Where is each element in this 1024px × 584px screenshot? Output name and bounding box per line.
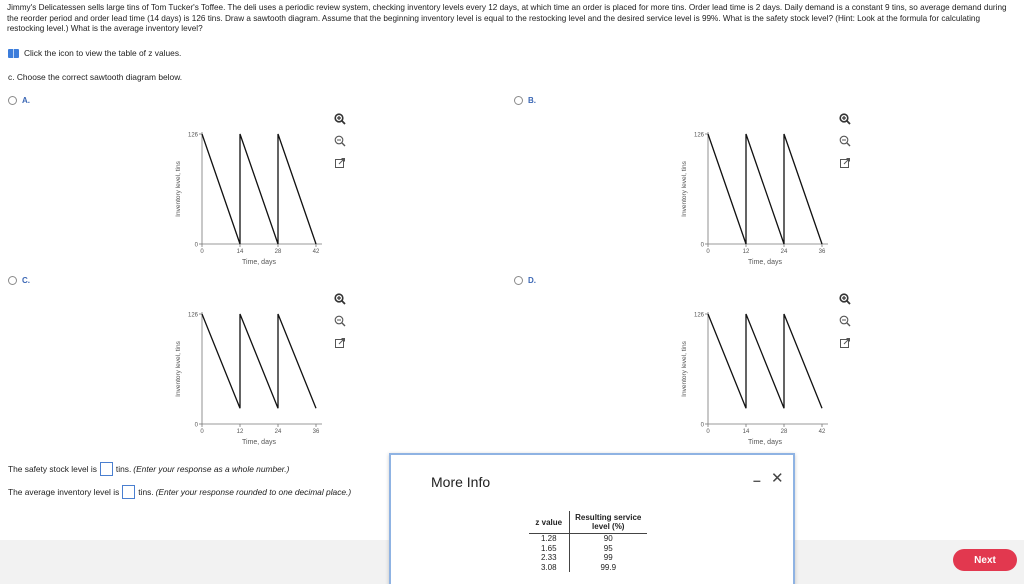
close-icon[interactable]: ✕ <box>771 470 784 487</box>
safety-stock-input[interactable] <box>100 462 113 476</box>
service-level-cell: 99 <box>569 553 647 563</box>
sawtooth-chart-a <box>170 124 330 270</box>
open-external-icon[interactable] <box>333 156 347 170</box>
x-tick-label: 12 <box>236 429 244 435</box>
x-tick-label: 42 <box>312 249 320 255</box>
x-tick-label: 14 <box>742 429 750 435</box>
x-tick-label: 36 <box>312 429 320 435</box>
sawtooth-series-line <box>202 134 316 244</box>
table-row <box>529 534 647 544</box>
open-external-icon[interactable] <box>838 156 852 170</box>
radio-option-a[interactable] <box>8 96 17 105</box>
x-axis-label: Time, days <box>242 439 276 446</box>
y-tick-label: 126 <box>187 312 198 319</box>
z-table-link[interactable] <box>8 48 181 58</box>
next-button[interactable]: Next <box>953 549 1017 571</box>
y-axis-label: Inventory level, tins <box>681 161 688 217</box>
y-tick-label: 0 <box>194 242 198 249</box>
x-tick-label: 36 <box>818 249 826 255</box>
option-b-label: B. <box>528 96 536 105</box>
book-icon[interactable] <box>8 49 19 58</box>
x-tick-label: 28 <box>780 429 788 435</box>
radio-option-c[interactable] <box>8 276 17 285</box>
option-c-label: C. <box>22 276 30 285</box>
x-tick-label: 42 <box>818 429 826 435</box>
y-axis-label: Inventory level, tins <box>175 341 182 397</box>
minimize-icon[interactable]: – <box>753 472 761 488</box>
zoom-out-icon[interactable] <box>838 314 852 328</box>
chart-b-tools <box>838 112 852 178</box>
service-level-cell: 90 <box>569 534 647 544</box>
option-a[interactable] <box>8 96 30 105</box>
y-axis-label: Inventory level, tins <box>175 161 182 217</box>
option-d-label: D. <box>528 276 536 285</box>
avg-inventory-hint: (Enter your response rounded to one decimal place.) <box>155 487 352 497</box>
y-tick-label: 126 <box>187 132 198 139</box>
sawtooth-chart-b <box>676 124 836 270</box>
avg-inventory-answer <box>8 485 351 499</box>
sawtooth-series-line <box>202 314 316 408</box>
y-tick-label: 0 <box>700 242 704 249</box>
z-value-header: z value <box>529 511 569 534</box>
z-value-cell: 1.65 <box>540 543 557 553</box>
option-c[interactable] <box>8 276 30 285</box>
safety-stock-answer <box>8 462 289 476</box>
x-tick-label: 0 <box>706 429 710 435</box>
avg-inventory-prefix: The average inventory level is <box>8 487 120 497</box>
sawtooth-series-line <box>708 314 822 408</box>
safety-stock-suffix: tins. <box>115 464 132 474</box>
table-row <box>529 544 647 554</box>
service-level-cell: 99.9 <box>569 563 647 573</box>
sawtooth-chart-c <box>170 304 330 450</box>
zoom-in-icon[interactable] <box>333 112 347 126</box>
part-c-prompt: c. Choose the correct sawtooth diagram below. <box>8 72 183 82</box>
x-tick-label: 0 <box>200 249 204 255</box>
avg-inventory-suffix: tins. <box>138 487 154 497</box>
z-value-cell: 3.08 <box>540 562 557 572</box>
sawtooth-chart-d <box>676 304 836 450</box>
option-a-label: A. <box>22 96 30 105</box>
open-external-icon[interactable] <box>333 336 347 350</box>
zoom-in-icon[interactable] <box>838 112 852 126</box>
x-tick-label: 0 <box>200 429 204 435</box>
table-row <box>529 553 647 563</box>
y-axis-label: Inventory level, tins <box>681 341 688 397</box>
zoom-in-icon[interactable] <box>333 292 347 306</box>
avg-inventory-input[interactable] <box>122 485 135 499</box>
y-tick-label: 126 <box>693 132 704 139</box>
chart-c-tools <box>333 292 347 358</box>
chart-d-tools <box>838 292 852 358</box>
zoom-out-icon[interactable] <box>333 134 347 148</box>
z-value-cell: 2.33 <box>540 553 557 563</box>
x-tick-label: 24 <box>780 249 788 255</box>
service-level-header: Resulting service level (%) <box>569 511 647 534</box>
problem-statement: Jimmy's Delicatessen sells large tins of Tom Tucker's Toffee. The deli uses a periodic review system, checking inventory levels every 12 days, at which time an order is placed for more tins. Order lead time is 2 days. Daily demand is a constant 9 tins, so average demand during the reorder period and order lead time (14 days) is 126 tins. Draw a sawtooth diagram. Assume that the beginning inventory level is equal to the restocking level and the desired service level is 99%. What is the safety stock level? (Hint: Look at the formula for calculating restocking level.) What is the average inventory level? <box>7 3 1007 34</box>
chart-a-tools <box>333 112 347 178</box>
y-tick-label: 0 <box>194 422 198 429</box>
zoom-out-icon[interactable] <box>838 134 852 148</box>
table-row <box>529 563 647 573</box>
x-tick-label: 28 <box>274 249 282 255</box>
y-tick-label: 126 <box>693 312 704 319</box>
x-tick-label: 0 <box>706 249 710 255</box>
z-value-table <box>529 511 647 572</box>
radio-option-d[interactable] <box>514 276 523 285</box>
x-axis-label: Time, days <box>748 439 782 446</box>
y-tick-label: 0 <box>700 422 704 429</box>
option-d[interactable] <box>514 276 536 285</box>
more-info-title: More Info <box>431 474 491 490</box>
zoom-out-icon[interactable] <box>333 314 347 328</box>
option-b[interactable] <box>514 96 536 105</box>
x-tick-label: 24 <box>274 429 282 435</box>
z-table-link-label: Click the icon to view the table of z values. <box>24 48 182 58</box>
z-value-cell: 1.28 <box>540 534 557 543</box>
service-level-cell: 95 <box>569 544 647 554</box>
radio-option-b[interactable] <box>514 96 523 105</box>
x-tick-label: 14 <box>236 249 244 255</box>
sawtooth-series-line <box>708 134 822 244</box>
open-external-icon[interactable] <box>838 336 852 350</box>
x-axis-label: Time, days <box>748 259 782 266</box>
safety-stock-hint: (Enter your response as a whole number.) <box>133 464 290 474</box>
safety-stock-prefix: The safety stock level is <box>8 464 97 474</box>
x-tick-label: 12 <box>742 249 750 255</box>
more-info-dialog <box>389 453 795 584</box>
x-axis-label: Time, days <box>242 259 276 266</box>
zoom-in-icon[interactable] <box>838 292 852 306</box>
